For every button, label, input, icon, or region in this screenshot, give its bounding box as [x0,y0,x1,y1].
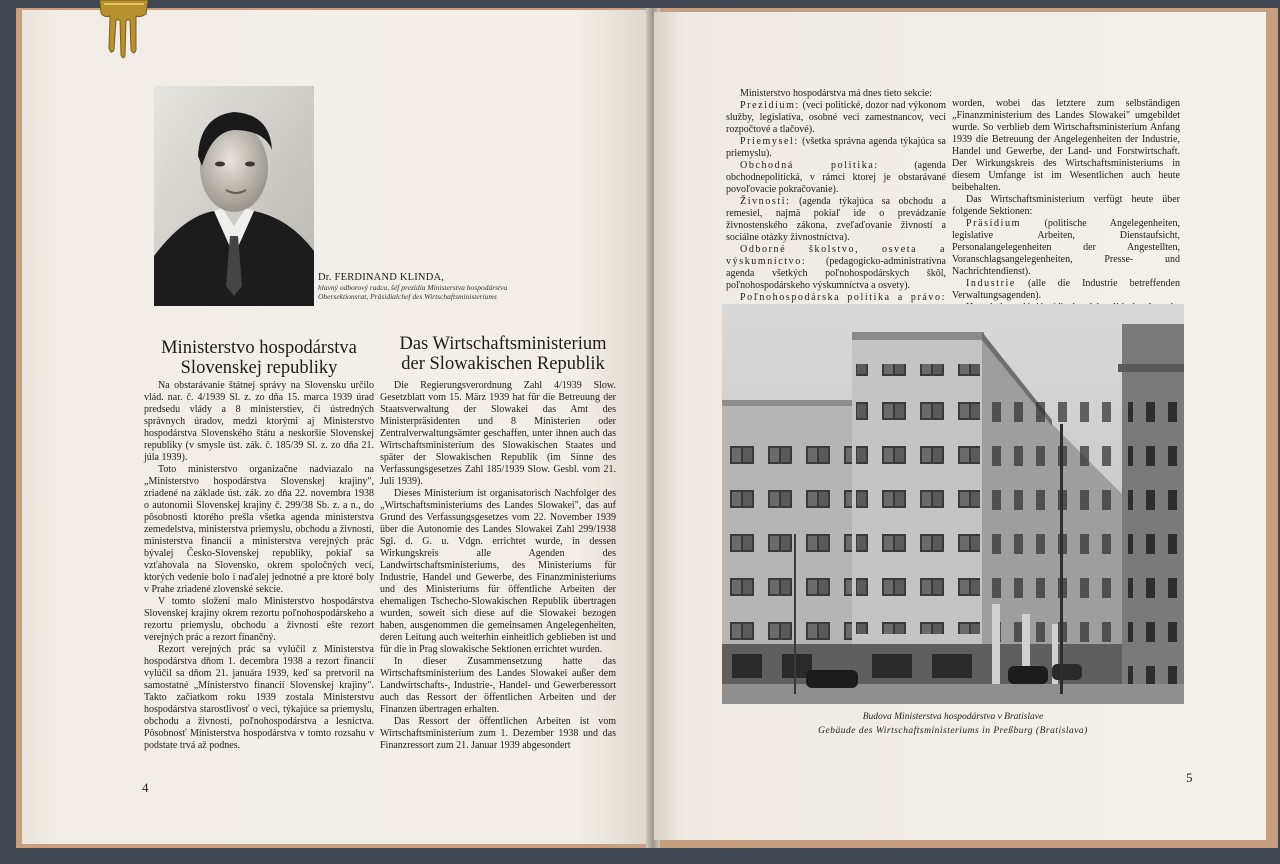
section-item [726,136,946,160]
heading-german [378,334,628,374]
page-number-left: 4 [142,780,149,795]
heading-german-line1: Das Wirtschaftsministerium [399,334,607,354]
paragraph: In dieser Zusammensetzung hatte das Wirtschaftsministerium des Landes Slowakei außer dem Landwirtschafts-, Industrie-, Handel- und Gewerberessort auch das Ressort der öffentlichen Arbeiten und der Finanzen übertragen erhalten. [380,656,616,715]
building-photo [722,304,1184,704]
section-text: (politische Angelegenheiten, legislative Arbeiten, Dienstaufsicht, Personalangelegenheiten der Angestellten, Voranschlagsangelegenheiten, Presse- und Nachrichtendienst). [952,218,1180,277]
heading-slovak [144,338,374,378]
section-item [726,100,946,136]
section-text: (všetka správna agenda týkajúca sa priemyslu). [726,136,946,159]
paragraph: Toto ministerstvo organizačne nadviazalo na „Ministerstvo hospodárstva Slovenskej krajiny", zriadené na základe úst. zák. zo dňa 22. novembra 1938 o autonomii Slovenskej krajiny č. 299/38 Sb. z. a n., do pôsobnosti ktorého prešla všetka agenda ministerstva zemedelstva, ministerstva priemyslu, obchodu a živností, ministerstva financií a ministerstva verejných prác bývalej Česko-Slovenskej republiky, pokiaľ sa vzťahovala na Slovensko, okrem spoločných vecí, ktorých vedenie bolo i naďalej jednotné a pre ktoré boly v Prahe zriadené zlovenské sekcie. [144,464,374,595]
german-column [380,380,616,752]
heading-german-line2: der Slowakischen Republik [401,354,605,374]
portrait-name: Dr. FERDINAND KLINDA, [318,272,445,283]
section-item [952,218,1180,278]
section-name: Präsidium [966,218,1021,229]
sections-intro: Ministerstvo hospodárstva má dnes tieto sekcie: [740,88,932,99]
photo-caption-slovak: Budova Ministerstva hospodárstva v Bratislave [862,712,1044,722]
portrait-role-sk: hlavný odborový radca, šéf prezídia Ministerstva hospodárstva [318,283,508,292]
section-name: Priemysel: [740,136,799,147]
section-text: (pedagogicko-administratívna agenda všetkých poľnohospodárskych škôl, poľnohospodárskeho výskumníctva a osvety). [726,256,946,291]
section-item [726,196,946,244]
section-name: Živnosti: [740,196,791,207]
paragraph: Rezort verejných prác sa vylúčil z Ministerstva hospodárstva dňom 1. decembra 1938 a rezort financií vylúčil sa dňom 21. januára 1939, keď sa pretvoril na samostatné „Ministerstvo financií Slovenskej krajiny". Takto začiatkom roku 1939 zostala Ministerstvu hospodárstva starostlivosť o veci, týkajúce sa priemyslu, obchodu a živností, poľnohospodárstva a lesnictva. Pôsobnosť Ministerstva hospodárstva v tomto rozsahu v podstate trvá až podnes. [144,644,374,751]
section-text: (agenda obchodnepolitická, v rámci ktorej je obstarávané povoľovacie pokračovanie). [726,160,946,195]
portrait-role-de: Obersektionsrat, Präsidialchef des Wirtschaftsministeriums [318,292,497,301]
section-name: Poľnohospodárska politika a právo: [740,292,946,303]
page-number-right: 5 [1186,770,1193,785]
portrait-caption [318,272,548,301]
section-text: (alle die Industrie betreffenden Verwaltungsagenden). [952,278,1180,301]
section-item [952,278,1180,302]
section-name: Prezidium: [740,100,800,111]
paragraph: Na obstarávanie štátnej správy na Slovensku určilo vlád. nar. č. 4/1939 Sl. z. zo dňa 15. marca 1939 úrad predsedu vlády a 8 ministerstiev, či ústredných správnych úradov, medzi ktorými aj Ministerstvo hospodárstva Slovenského štátu a neskoršie Slovenskej republiky (v smysle úst. zák. č. 185/39 Sl. z. zo dňa 21. júla 1939). [144,380,374,463]
section-text: (agenda týkajúca sa obchodu a remesiel, najmä pokiaľ ide o prevádzanie živnostenského zákona, zveľaďovanie živností a sociálne otázky živnostníctva). [726,196,946,243]
paragraph: Das Ressort der öffentlichen Arbeiten ist vom Wirtschaftsministerium zum 1. Dezember 1938 und das Finanzressort zum 21. Januar 1939 abgesondert [380,716,616,751]
section-item [726,160,946,196]
photo-caption [722,710,1184,738]
paragraph: Dieses Ministerium ist organisatorisch Nachfolger des „Wirtschaftsministeriums des Landes Slowakei", das auf Grund des Verfassungsgesetzes vom 22. November 1939 über die Autonomie des Landes Slowakei Zahl 299/1938 Sgl. d. G. u. Vdgn. errichtet wurde, in dessen Wirkungskreis alle Agenden des Landwirtschaftsministeriums, des Ministeriums für Industrie, Handel und Gewerbe, des Finanzministeriums und des Ministeriums für öffentliche Arbeiten der ehemaligen Tschecho-Slowakischen Republik übertragen wurden, soweit sich diese auf die Slowakei bezogen haben, ausgenommen die gemeinsamen Angelegenheiten, deren Leitung auch weiterhin einheitlich geblieben ist und für die in Prag slowakische Sektionen errichtet wurden. [380,488,616,655]
paragraph: V tomto složení malo Ministerstvo hospodárstva Slovenskej krajiny okrem rezortu poľnohospodárskeho a rezortu priemyslu, obchodu a živností ešte rezort verejných prác a rezort finančný. [144,596,374,643]
slovak-sections-column [726,88,946,316]
section-name: Obchodná politika: [740,160,879,171]
section-name: Industrie [966,278,1016,289]
section-name: Odborné školstvo, osveta a výskumníctvo: [726,244,946,267]
heading-slovak-line2: Slovenskej republiky [180,358,338,378]
brass-clip [96,0,152,60]
portrait-photo [154,86,314,306]
section-item [726,244,946,292]
paragraph: worden, wobei das letztere zum selbständigen „Finanzministerium des Landes Slowakei" umgebildet wurde. So verblieb dem Wirtschaftsministerium Anfang 1939 die Betreuung der Angelegenheiten der Industrie, Handel und Gewerbe, der Land- und Forstwirtschaft. Der Wirkungskreis des Wirtschaftsministeriums in diesem Umfange ist im Wesentlichen auch heute beibehalten. [952,98,1180,193]
slovak-column [144,380,374,752]
paragraph: Die Regierungsverordnung Zahl 4/1939 Slow. Gesetzblatt vom 15. März 1939 hat für die Betreuung der Staatsverwaltung der Slowakei das Amt des Ministerpräsidenten und 8 Ministerien oder Zentralverwaltungsämter geschaffen, unter ihnen auch das Wirtschaftsministerium des Slowakischen Staates und später der Slowakischen Republik (im Sinne des Verfassungsgesetzes Zahl 185/1939 Slow. Gesbl. vom 21. Juli 1939). [380,380,616,487]
paragraph: Das Wirtschaftsministerium verfügt heute über folgende Sektionen: [952,194,1180,217]
section-text: (veci politické, dozor nad výkonom služby, legislatíva, osobné veci zamestnancov, veci rozpočtové a tlačové). [726,100,946,135]
heading-slovak-line1: Ministerstvo hospodárstva [161,338,357,358]
photo-caption-german: Gebäude des Wirtschaftsministeriums in Preßburg (Bratislava) [818,726,1088,736]
